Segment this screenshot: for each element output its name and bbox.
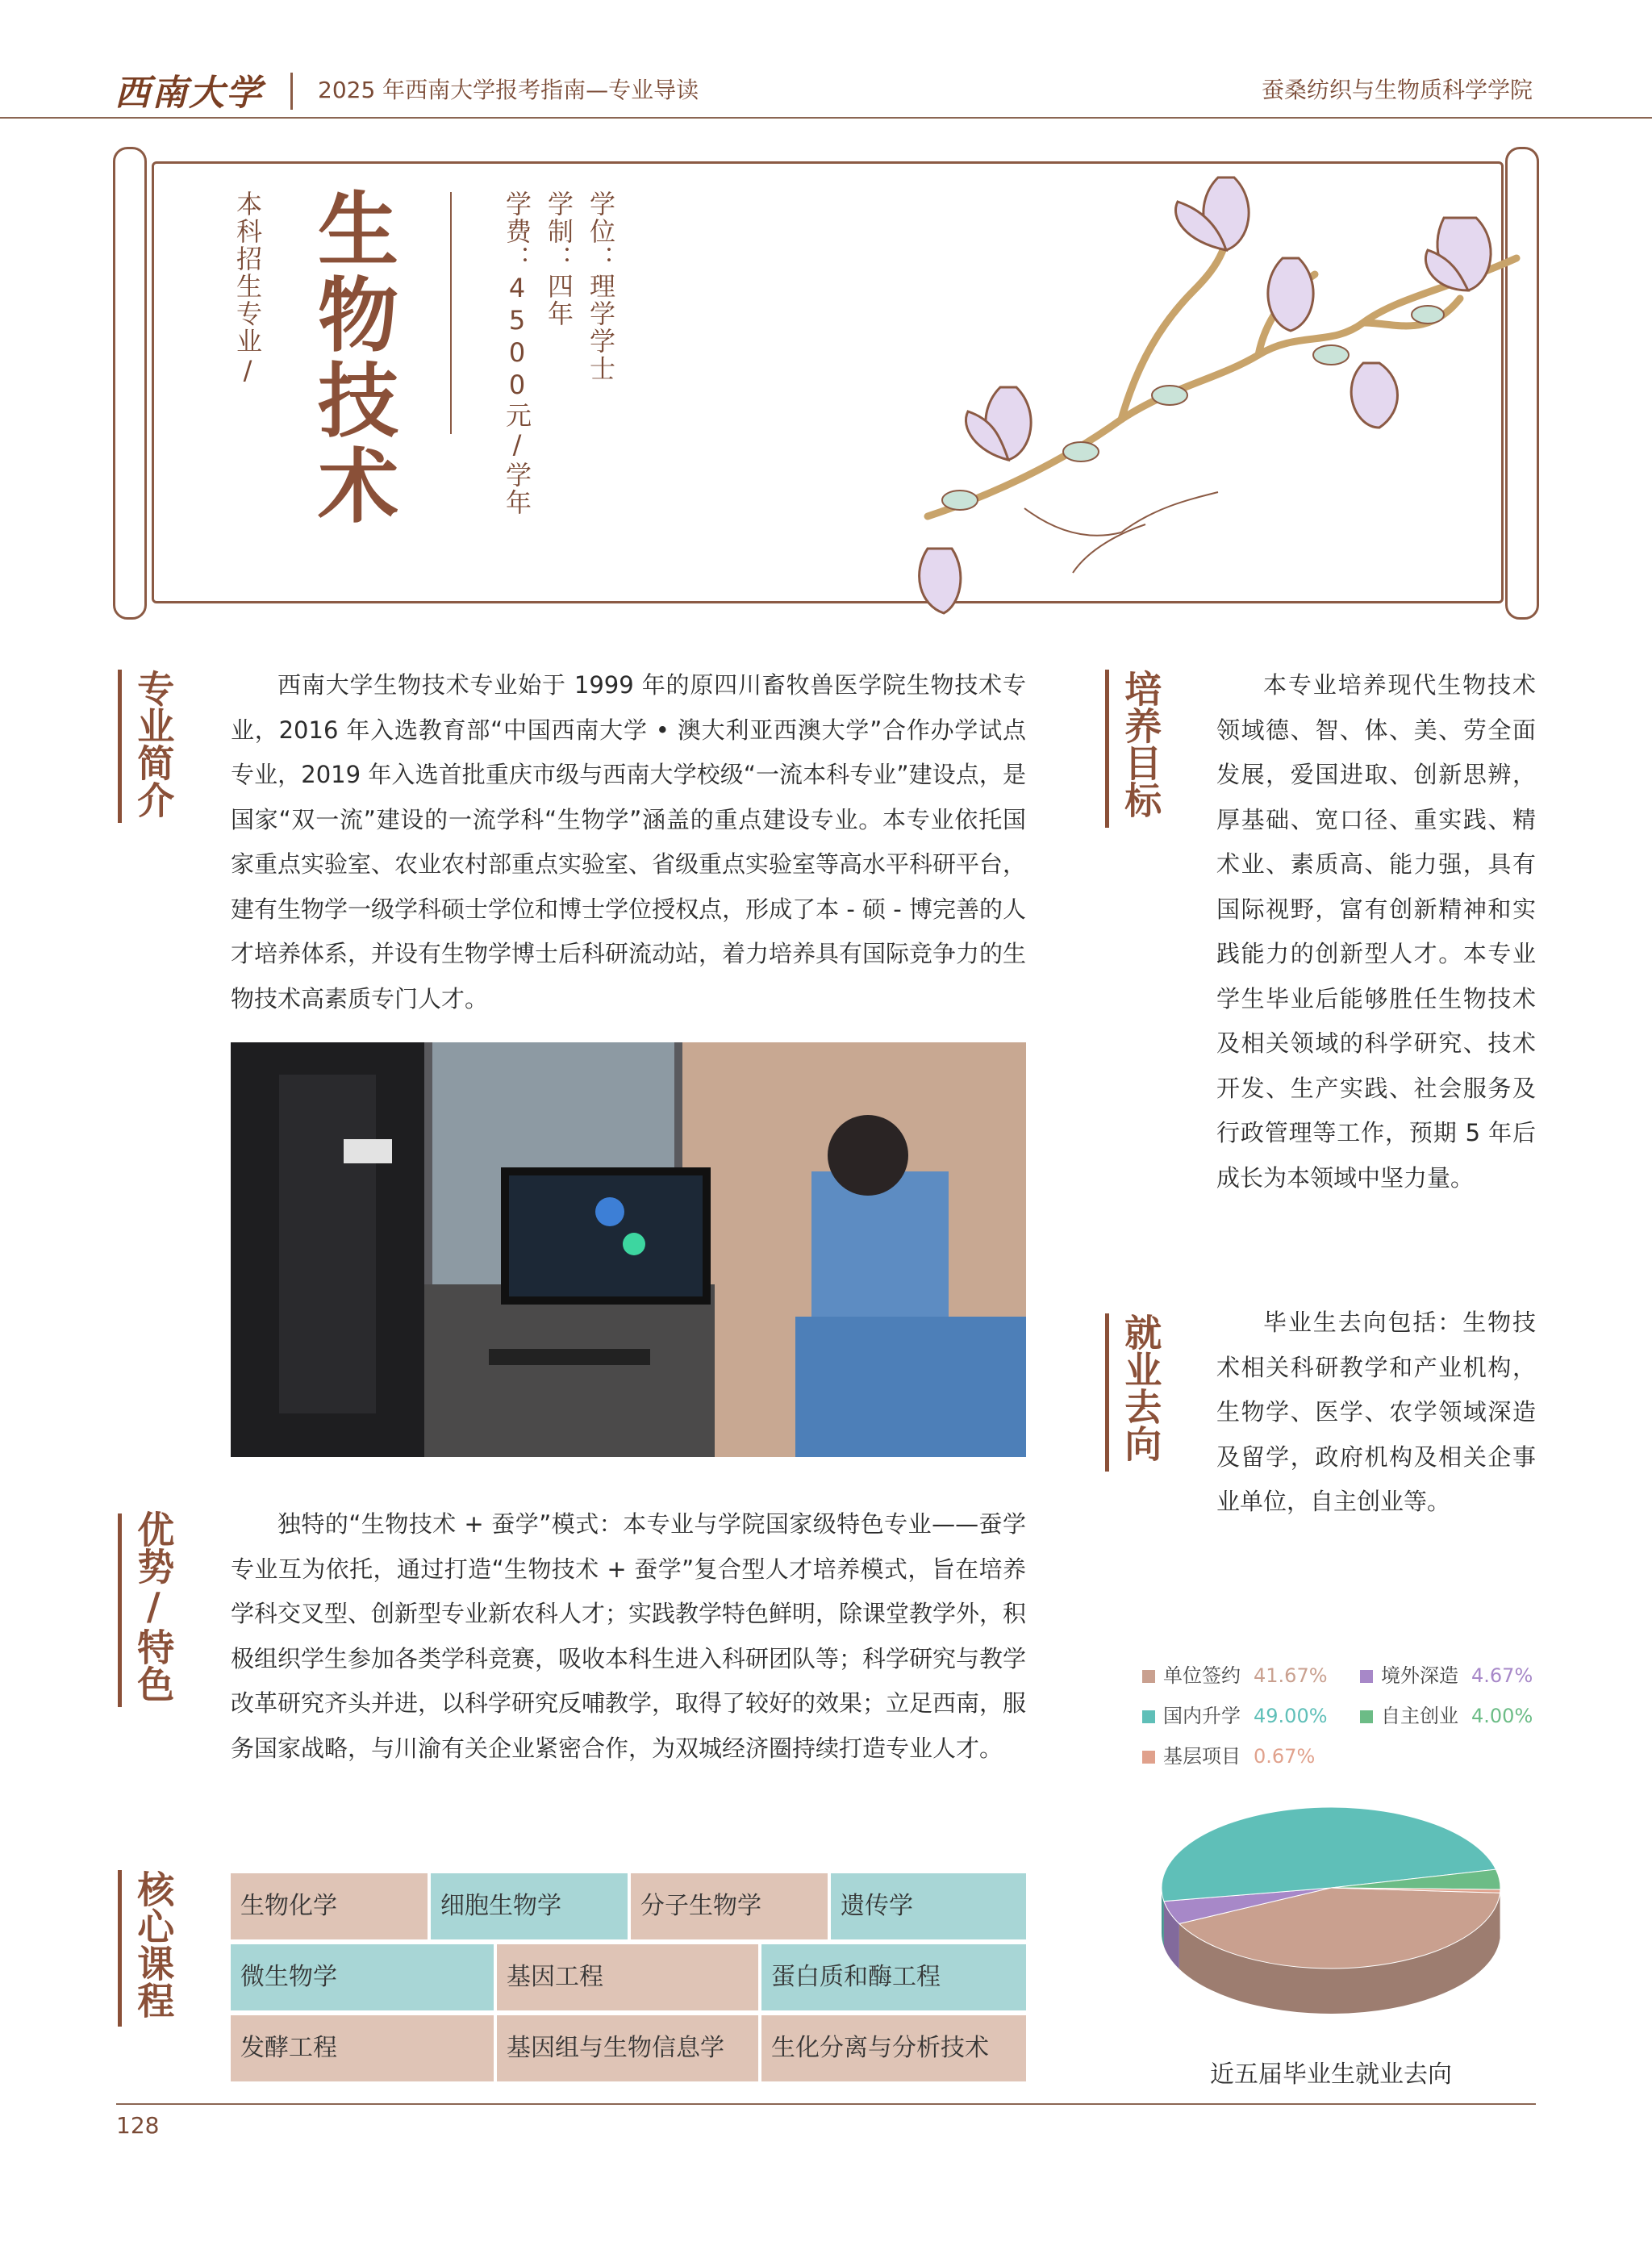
course-cell: 分子生物学 [631,1873,828,1939]
legend-swatch [1360,1670,1373,1683]
legend-label: 自主创业 [1381,1705,1458,1727]
career-section-bar [1105,1313,1109,1472]
guide-title: 2025 年西南大学报考指南—专业导读 [318,77,699,103]
college-name: 蚕桑纺织与生物质科学学院 [1261,77,1533,103]
footer-rule [116,2103,1536,2105]
course-cell: 微生物学 [231,1944,494,2010]
legend-swatch [1142,1670,1155,1683]
advantage-paragraph: 独特的“生物技术 + 蚕学”模式：本专业与学院国家级特色专业——蚕学专业互为依托，通过打造“生物技术 + 蚕学”复合型人才培养模式，旨在培养学科交叉型、创新型专业新农科人才；实践教学特色鲜明，除课堂教学外，积极组织学生参加各类学科竞赛，吸收本科生进入科研团队等；科学研究与教学改革研究齐头并进，以科学研究反哺教学，取得了较好的效果；立足西南，服务国家战略，与川渝有关企业紧密合作，为双城经济圈持续打造专业人才。 [231,1510,1027,1762]
course-table [231,1873,1026,2083]
goal-paragraph: 本专业培养现代生物技术领域德、智、体、美、劳全面发展，爱国进取、创新思辨，厚基础、宽口径、重实践、精术业、素质高、能力强，具有国际视野，富有创新精神和实践能力的创新型人才。本专业学生毕业后能够胜任生物技术及相关领域的科学研究、技术开发、生产实践、社会服务及行政管理等工作，预期 5 年后成长为本领域中坚力量。 [1216,671,1536,1192]
course-cell: 生化分离与分析技术 [761,2015,1026,2081]
legend-item [1142,1743,1315,1770]
major-category-label: 本科招生专业/ [232,190,263,387]
lab-photo [231,1042,1026,1457]
chart-legend [1142,1662,1562,1768]
legend-item [1142,1702,1328,1730]
banner-divider [450,192,452,434]
page-number: 128 [116,2112,160,2139]
legend-value: 4.67% [1471,1664,1533,1687]
pie-chart-title: 近五届毕业生就业去向 [1210,2060,1452,2089]
scroll-rod-left [113,147,147,620]
legend-item [1360,1702,1533,1730]
legend-value: 4.00% [1471,1705,1533,1727]
course-cell: 蛋白质和酶工程 [761,1944,1026,2010]
major-title: 生物技术 [304,187,398,529]
course-cell: 遗传学 [831,1873,1026,1939]
degree-info: 学位：理学学士 [586,190,616,382]
tuition-fee: 学费：4500元/学年 [502,190,532,516]
legend-label: 国内升学 [1163,1705,1241,1727]
advantage-section-title: 优势/特色 [131,1510,176,1702]
legend-item [1142,1662,1328,1689]
legend-value: 0.67% [1254,1745,1316,1768]
legend-swatch [1142,1710,1155,1723]
university-logo: 西南大学 [115,73,263,114]
legend-value: 49.00% [1254,1705,1328,1727]
intro-section-title: 专业简介 [131,670,176,818]
magnolia-illustration [879,153,1525,653]
legend-value: 41.67% [1254,1664,1328,1687]
course-cell: 细胞生物学 [431,1873,628,1939]
career-paragraph: 毕业生去向包括：生物技术相关科研教学和产业机构，生物学、医学、农学领域深造及留学，政府机构及相关企事业单位，自主创业等。 [1216,1309,1536,1515]
course-cell: 基因工程 [497,1944,758,2010]
goal-section-title: 培养目标 [1119,670,1163,818]
legend-item [1360,1662,1533,1689]
advantage-section-bar [118,1513,122,1707]
goal-section-bar [1105,670,1109,828]
legend-label: 境外深造 [1381,1664,1458,1687]
course-cell: 基因组与生物信息学 [497,2015,758,2081]
study-duration: 学制：四年 [544,190,574,328]
legend-label: 基层项目 [1163,1745,1241,1768]
career-section-title: 就业去向 [1119,1313,1163,1462]
pie-chart [1153,1791,1525,2049]
intro-paragraph: 西南大学生物技术专业始于 1999 年的原四川畜牧兽医学院生物技术专业，2016 年入选教育部“中国西南大学 • 澳大利亚西澳大学”合作办学试点专业，2019 年入选首批重庆市级与西南大学校级“一流本科专业”建设点，是国家“双一流”建设的一流学科“生物学”涵盖的重点建设专业。本专业依托国家重点实验室、农业农村部重点实验室、省级重点实验室等高水平科研平台，建有生物学一级学科硕士学位和博士学位授权点，形成了本 - 硕 - 博完善的人才培养体系，并设有生物学博士后科研流动站，着力培养具有国际竞争力的生物技术高素质专门人才。 [231,671,1027,1012]
course-cell: 生物化学 [231,1873,428,1939]
courses-section-title: 核心课程 [131,1870,176,2019]
legend-swatch [1142,1751,1155,1764]
intro-section-bar [118,670,122,823]
legend-label: 单位签约 [1163,1664,1241,1687]
courses-section-bar [118,1870,122,2027]
header-divider [290,73,293,110]
legend-swatch [1360,1710,1373,1723]
header-rule [0,117,1652,119]
course-cell: 发酵工程 [231,2015,494,2081]
